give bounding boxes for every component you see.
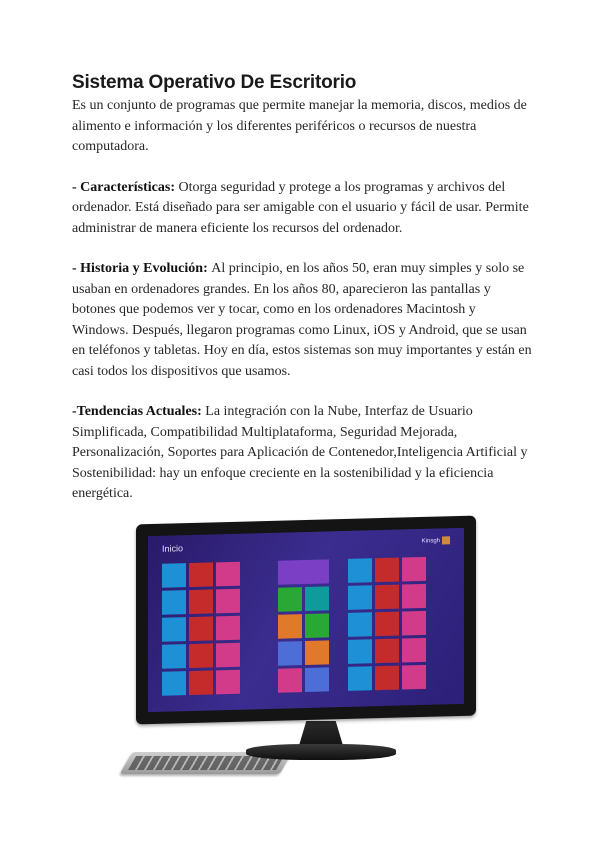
app-tile [348,639,372,664]
section-caracteristicas [72,178,532,240]
app-tile [305,667,329,692]
user-account [422,536,450,545]
app-tile [162,563,186,588]
app-tile [189,589,213,614]
app-tile [189,562,213,587]
section-heading: - Historia y Evolución [72,261,204,276]
app-tile [189,643,213,668]
app-tile [375,666,399,691]
document-body [72,72,532,525]
app-tile [162,644,186,669]
app-tile [402,557,426,582]
app-tile [305,613,329,638]
app-tile [278,668,302,693]
section-body: Al principio, en los años 50, eran muy simples y solo se usaban en ordenadores grandes. En los años 80, aparecieron las pantallas y botones que podemos ver y tocar, como en los ordenadores Macintosh y Windows. Después, llegaron programas como Linux, iOS y Android, que se usan en teléfonos y tabletas. Hoy en día, estos sistemas son muy importantes y están en casi todos los dispositivos que usamos. [72,261,532,379]
app-tile [375,612,399,637]
app-tile [305,640,329,665]
app-tile [402,611,426,636]
app-tile [216,589,240,614]
desktop-computer-image [126,516,478,780]
app-tile [278,641,302,666]
app-tile [189,616,213,641]
app-tile [348,612,372,637]
app-tile [162,590,186,615]
app-tile [278,614,302,639]
section-separator: : [170,179,179,195]
app-tile [402,665,426,690]
app-tile [278,559,329,584]
desktop-monitor-icon [136,516,476,725]
app-tile [278,587,302,612]
app-tile [216,616,240,641]
app-tile [375,639,399,664]
app-tile [305,586,329,611]
section-separator: : [197,404,206,419]
app-tile [216,670,240,695]
app-tile [216,643,240,668]
app-tile [162,617,186,642]
user-name: Kinsgh [421,538,440,545]
section-heading: - Características [72,179,171,195]
app-tile [348,558,372,583]
section-body: Otorga seguridad y protege a los programas y archivos del ordenador. Está diseñado para ser amigable con el usuario y fácil de usar. Permite administrar de manera eficiente los recursos del ordenador. [72,179,529,236]
avatar [442,536,450,544]
app-tile [189,670,213,695]
section-tendencias [72,402,532,505]
app-tile [375,558,399,583]
app-tile [375,585,399,610]
section-separator: : [203,261,212,276]
page-title: Sistema Operativo De Escritorio [72,72,357,93]
monitor-base [246,744,396,760]
app-tile [348,585,372,610]
section-heading: -Tendencias Actuales [72,404,198,419]
app-tile [162,671,186,696]
app-tile [402,638,426,663]
start-screen-label: Inicio [162,543,184,554]
app-tile [216,562,240,587]
app-tile [402,584,426,609]
intro-paragraph: Es un conjunto de programas que permite manejar la memoria, discos, medios de alimento e información y los diferentes periféricos o recursos de nuestra computadora. [72,98,527,154]
section-historia [72,259,532,382]
section-body: La integración con la Nube, Interfaz de Usuario Simplificada, Compatibilidad Multiplataforma, Seguridad Mejorada, Personalización, Soportes para Aplicación de Contenedor,Inteligencia Artificial y Sostenibilidad: hay un enfoque creciente en la sostenibilidad y la eficiencia energética. [72,404,528,501]
app-tile [348,666,372,691]
start-screen [148,528,464,712]
